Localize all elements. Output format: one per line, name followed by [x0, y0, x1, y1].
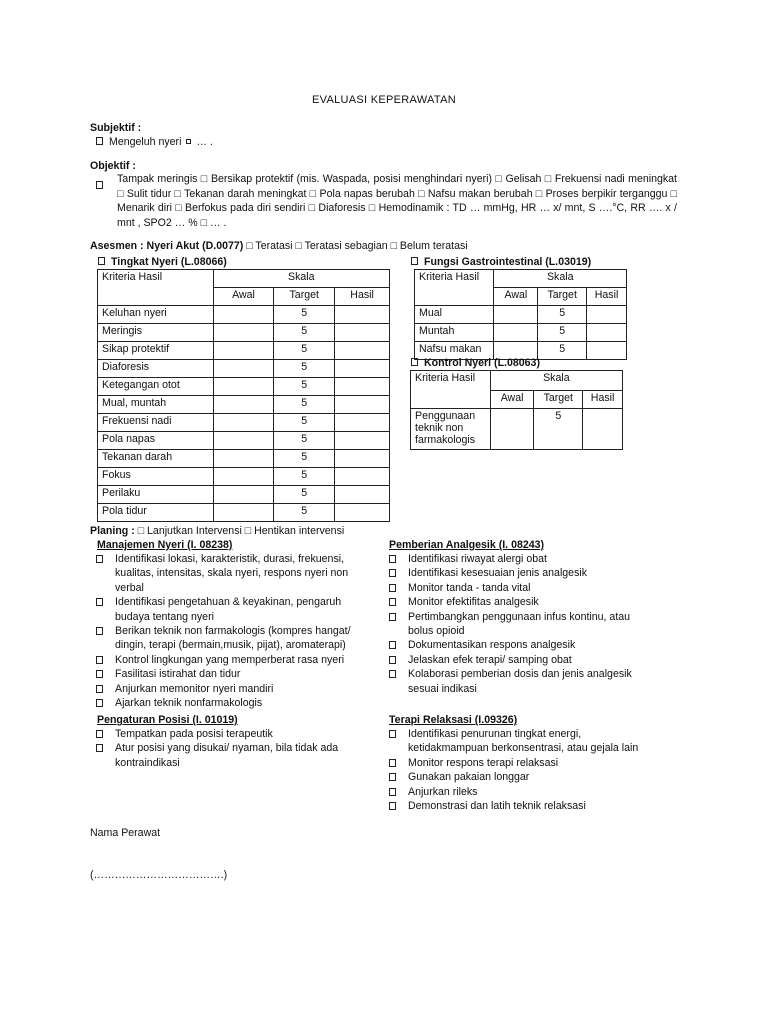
list-item — [389, 581, 654, 595]
kriteria-cell: Perilaku — [98, 486, 214, 504]
list-item-text: Anjurkan memonitor nyeri mandiri — [115, 682, 274, 695]
awal-cell[interactable] — [213, 486, 274, 504]
checkbox-icon[interactable] — [96, 181, 103, 189]
kriteria-cell: Mual — [415, 306, 494, 324]
hasil-cell[interactable] — [335, 342, 390, 360]
checkbox-icon[interactable] — [389, 788, 396, 796]
hasil-cell[interactable] — [583, 409, 623, 450]
table-row — [98, 468, 390, 486]
hasil-cell[interactable] — [335, 504, 390, 522]
table-row — [98, 360, 390, 378]
hasil-cell[interactable] — [587, 324, 627, 342]
nama-perawat-label: Nama Perawat — [90, 827, 161, 839]
pemberian-analgesik-title: Pemberian Analgesik (I. 08243) — [389, 539, 545, 551]
kriteria-cell: Fokus — [98, 468, 214, 486]
target-cell: 5 — [274, 396, 335, 414]
list-item-text: Monitor respons terapi relaksasi — [408, 756, 559, 769]
awal-cell[interactable] — [213, 504, 274, 522]
target-cell: 5 — [274, 306, 335, 324]
kriteria-cell: Pola tidur — [98, 504, 214, 522]
target-cell: 5 — [274, 504, 335, 522]
awal-cell[interactable] — [213, 324, 274, 342]
header-skala: Skala — [494, 270, 627, 288]
awal-cell[interactable] — [490, 409, 534, 450]
list-item — [96, 682, 368, 696]
header-awal: Awal — [490, 391, 534, 409]
hasil-cell[interactable] — [335, 486, 390, 504]
kriteria-cell: Frekuensi nadi — [98, 414, 214, 432]
list-item — [96, 741, 368, 770]
checkbox-icon[interactable] — [389, 584, 396, 592]
target-cell: 5 — [538, 324, 587, 342]
list-item — [389, 610, 654, 639]
checkbox-icon[interactable] — [96, 744, 103, 752]
tingkat-nyeri-table — [97, 269, 390, 522]
header-awal: Awal — [213, 288, 274, 306]
list-item — [389, 799, 654, 813]
target-cell: 5 — [274, 342, 335, 360]
asesmen-diagnosis: Nyeri Akut (D.0077) — [146, 240, 244, 252]
checkbox-icon[interactable] — [389, 656, 396, 664]
checkbox-icon[interactable] — [389, 598, 396, 606]
list-item-text: Jelaskan efek terapi/ samping obat — [408, 653, 572, 666]
header-target: Target — [274, 288, 335, 306]
list-item — [389, 653, 654, 667]
list-item — [389, 595, 654, 609]
awal-cell[interactable] — [213, 450, 274, 468]
target-cell: 5 — [274, 360, 335, 378]
list-item-text: Identifikasi pengetahuan & keyakinan, pengaruh budaya tentang nyeri — [115, 596, 342, 623]
kontrol-nyeri-table — [410, 370, 623, 450]
subjektif-item — [96, 135, 213, 150]
hasil-cell[interactable] — [335, 378, 390, 396]
target-cell: 5 — [274, 450, 335, 468]
awal-cell[interactable] — [213, 360, 274, 378]
awal-cell[interactable] — [213, 414, 274, 432]
list-item — [389, 638, 654, 652]
awal-cell[interactable] — [213, 378, 274, 396]
list-item — [96, 696, 368, 710]
checkbox-icon[interactable] — [389, 759, 396, 767]
list-item — [96, 727, 368, 741]
list-item — [389, 667, 654, 696]
header-hasil: Hasil — [335, 288, 390, 306]
planing-options: □ Lanjutkan Intervensi □ Hentikan intervensi — [137, 525, 345, 537]
hasil-cell[interactable] — [335, 450, 390, 468]
list-item-text: Gunakan pakaian longgar — [408, 771, 530, 784]
list-item — [389, 552, 654, 566]
header-kriteria: Kriteria Hasil — [411, 371, 491, 409]
checkbox-icon[interactable] — [389, 730, 396, 738]
kriteria-cell: Muntah — [415, 324, 494, 342]
checkbox-icon[interactable] — [96, 627, 103, 635]
target-cell: 5 — [274, 486, 335, 504]
kriteria-cell: Nafsu makan — [415, 342, 494, 360]
header-kriteria: Kriteria Hasil — [415, 270, 494, 306]
small-box-icon — [186, 139, 191, 144]
list-item-text: Monitor efektifitas analgesik — [408, 596, 539, 609]
list-item-text: Fasilitasi istirahat dan tidur — [115, 668, 241, 681]
hasil-cell[interactable] — [335, 468, 390, 486]
checkbox-icon[interactable] — [411, 257, 418, 265]
checkbox-icon[interactable] — [96, 670, 103, 678]
list-item-text: Ajarkan teknik nonfarmakologis — [115, 697, 263, 710]
checkbox-icon[interactable] — [96, 685, 103, 693]
pemberian-analgesik-list — [389, 552, 654, 696]
checkbox-icon[interactable] — [389, 641, 396, 649]
signature-line[interactable]: (……………………………….) — [90, 869, 228, 881]
awal-cell[interactable] — [213, 432, 274, 450]
list-item-text: Identifikasi lokasi, karakteristik, durasi, frekuensi, kualitas, intensitas, skala nyeri, respons nyeri non verbal — [115, 553, 349, 594]
kriteria-cell: Keluhan nyeri — [98, 306, 214, 324]
table-row — [415, 324, 627, 342]
subjektif-label: Subjektif : — [90, 122, 142, 134]
table-row — [98, 450, 390, 468]
checkbox-icon[interactable] — [389, 613, 396, 621]
kriteria-cell: Ketegangan otot — [98, 378, 214, 396]
checkbox-icon[interactable] — [389, 555, 396, 563]
list-item-text: Tempatkan pada posisi terapeutik — [115, 728, 273, 740]
list-item-text: Monitor tanda - tanda vital — [408, 581, 531, 594]
kontrol-nyeri-heading — [411, 356, 540, 371]
terapi-relaksasi-title: Terapi Relaksasi (I.09326) — [389, 714, 518, 726]
tingkat-nyeri-title: Tingkat Nyeri (L.08066) — [111, 256, 227, 268]
pengaturan-posisi-list — [96, 727, 368, 770]
table-row — [98, 396, 390, 414]
list-item — [389, 770, 654, 784]
table-row — [98, 306, 390, 324]
list-item-text: Pertimbangkan penggunaan infus kontinu, atau bolus opioid — [408, 610, 631, 638]
target-cell: 5 — [274, 378, 335, 396]
checkbox-icon[interactable] — [96, 699, 103, 707]
list-item — [389, 566, 654, 580]
kriteria-cell: Tekanan darah — [98, 450, 214, 468]
header-target: Target — [534, 391, 583, 409]
kontrol-nyeri-title: Kontrol Nyeri (L.08063) — [424, 357, 540, 369]
hasil-cell[interactable] — [335, 306, 390, 324]
planing-line — [90, 524, 344, 539]
awal-cell[interactable] — [494, 306, 538, 324]
target-cell: 5 — [538, 342, 587, 360]
table-row — [98, 342, 390, 360]
objektif-text: Tampak meringis □ Bersikap protektif (mis. Waspada, posisi menghindari nyeri) □ Gelisah □ Frekuensi nadi meningkat □ Sulit tidur □ Tekanan darah meningkat □ Pola napas berubah □ Nafsu makan berubah □ Proses berpikir terganggu □ Menarik diri □ Berfokus pada diri sendiri □ Diaforesis □ Hemodinamik : TD … mmHg, HR … x/ mnt, S ….°C, RR …. x / mnt , SPO2 … % □ … . — [117, 173, 677, 229]
hasil-cell[interactable] — [587, 342, 627, 360]
kriteria-cell: Diaforesis — [98, 360, 214, 378]
manajemen-nyeri-list — [96, 552, 368, 710]
target-cell: 5 — [534, 409, 583, 450]
hasil-cell[interactable] — [335, 414, 390, 432]
tingkat-nyeri-heading — [98, 255, 227, 270]
header-awal: Awal — [494, 288, 538, 306]
list-item — [389, 785, 654, 799]
kriteria-cell: Pola napas — [98, 432, 214, 450]
header-skala: Skala — [490, 371, 622, 391]
header-hasil: Hasil — [587, 288, 627, 306]
target-cell: 5 — [274, 414, 335, 432]
header-kriteria: Kriteria Hasil — [98, 270, 214, 306]
checkbox-icon[interactable] — [389, 670, 396, 678]
kriteria-cell: Mual, muntah — [98, 396, 214, 414]
checkbox-icon[interactable] — [96, 730, 103, 738]
target-cell: 5 — [274, 324, 335, 342]
list-item — [96, 653, 368, 667]
kriteria-cell: Sikap protektif — [98, 342, 214, 360]
fungsi-gastro-table — [414, 269, 627, 360]
awal-cell[interactable] — [213, 342, 274, 360]
table-row — [98, 378, 390, 396]
header-hasil: Hasil — [583, 391, 623, 409]
awal-cell[interactable] — [494, 324, 538, 342]
list-item-text: Anjurkan rileks — [408, 785, 478, 798]
target-cell: 5 — [274, 432, 335, 450]
target-cell: 5 — [274, 468, 335, 486]
table-row — [98, 432, 390, 450]
list-item — [96, 667, 368, 681]
list-item — [96, 552, 368, 595]
hasil-cell[interactable] — [335, 396, 390, 414]
list-item — [389, 756, 654, 770]
awal-cell[interactable] — [213, 306, 274, 324]
subjektif-text: Mengeluh nyeri — [109, 136, 182, 148]
checkbox-icon[interactable] — [389, 773, 396, 781]
page-title: EVALUASI KEPERAWATAN — [312, 94, 456, 106]
table-row — [98, 324, 390, 342]
checkbox-icon[interactable] — [96, 656, 103, 664]
fungsi-gastro-title: Fungsi Gastrointestinal (L.03019) — [424, 256, 592, 268]
table-row — [98, 414, 390, 432]
table-row — [98, 504, 390, 522]
list-item-text: Atur posisi yang disukai/ nyaman, bila tidak ada kontraindikasi — [115, 742, 339, 769]
checkbox-icon[interactable] — [389, 569, 396, 577]
subjektif-tail: … . — [196, 136, 213, 148]
hasil-cell[interactable] — [335, 360, 390, 378]
objektif-label: Objektif : — [90, 160, 136, 172]
awal-cell[interactable] — [213, 396, 274, 414]
terapi-relaksasi-list — [389, 727, 654, 813]
asesmen-line — [90, 239, 468, 254]
list-item-text: Dokumentasikan respons analgesik — [408, 639, 576, 652]
awal-cell[interactable] — [213, 468, 274, 486]
list-item-text: Identifikasi riwayat alergi obat — [408, 553, 547, 565]
pengaturan-posisi-title: Pengaturan Posisi (I. 01019) — [97, 714, 238, 726]
checkbox-icon[interactable] — [411, 358, 418, 366]
hasil-cell[interactable] — [335, 324, 390, 342]
header-skala: Skala — [213, 270, 389, 288]
asesmen-options: □ Teratasi □ Teratasi sebagian □ Belum teratasi — [246, 240, 468, 252]
list-item-text: Demonstrasi dan latih teknik relaksasi — [408, 800, 586, 813]
list-item — [96, 595, 368, 624]
checkbox-icon[interactable] — [389, 802, 396, 810]
list-item-text: Berikan teknik non farmakologis (kompres hangat/ dingin, terapi (bermain,musik, pijat), aromaterapi) — [115, 625, 351, 652]
kriteria-cell: Meringis — [98, 324, 214, 342]
table-row — [98, 486, 390, 504]
list-item — [389, 727, 654, 756]
hasil-cell[interactable] — [587, 306, 627, 324]
kriteria-cell: Penggunaan teknik non farmakologis — [411, 409, 491, 450]
list-item-text: Identifikasi penurunan tingkat energi, ketidakmampuan berkonsentrasi, atau gejala lain — [408, 728, 639, 755]
list-item-text: Kolaborasi pemberian dosis dan jenis analgesik sesuai indikasi — [408, 668, 632, 695]
fungsi-gastro-heading — [411, 255, 591, 270]
list-item — [96, 624, 368, 653]
list-item-text: Identifikasi kesesuaian jenis analgesik — [408, 567, 588, 580]
asesmen-label: Asesmen : — [90, 240, 144, 252]
checkbox-icon[interactable] — [96, 137, 103, 145]
checkbox-icon[interactable] — [98, 257, 105, 265]
checkbox-icon[interactable] — [96, 598, 103, 606]
target-cell: 5 — [538, 306, 587, 324]
manajemen-nyeri-title: Manajemen Nyeri (I. 08238) — [97, 539, 233, 551]
planing-label: Planing : — [90, 525, 135, 537]
list-item-text: Kontrol lingkungan yang memperberat rasa nyeri — [115, 653, 345, 666]
hasil-cell[interactable] — [335, 432, 390, 450]
checkbox-icon[interactable] — [96, 555, 103, 563]
header-target: Target — [538, 288, 587, 306]
table-row — [415, 306, 627, 324]
